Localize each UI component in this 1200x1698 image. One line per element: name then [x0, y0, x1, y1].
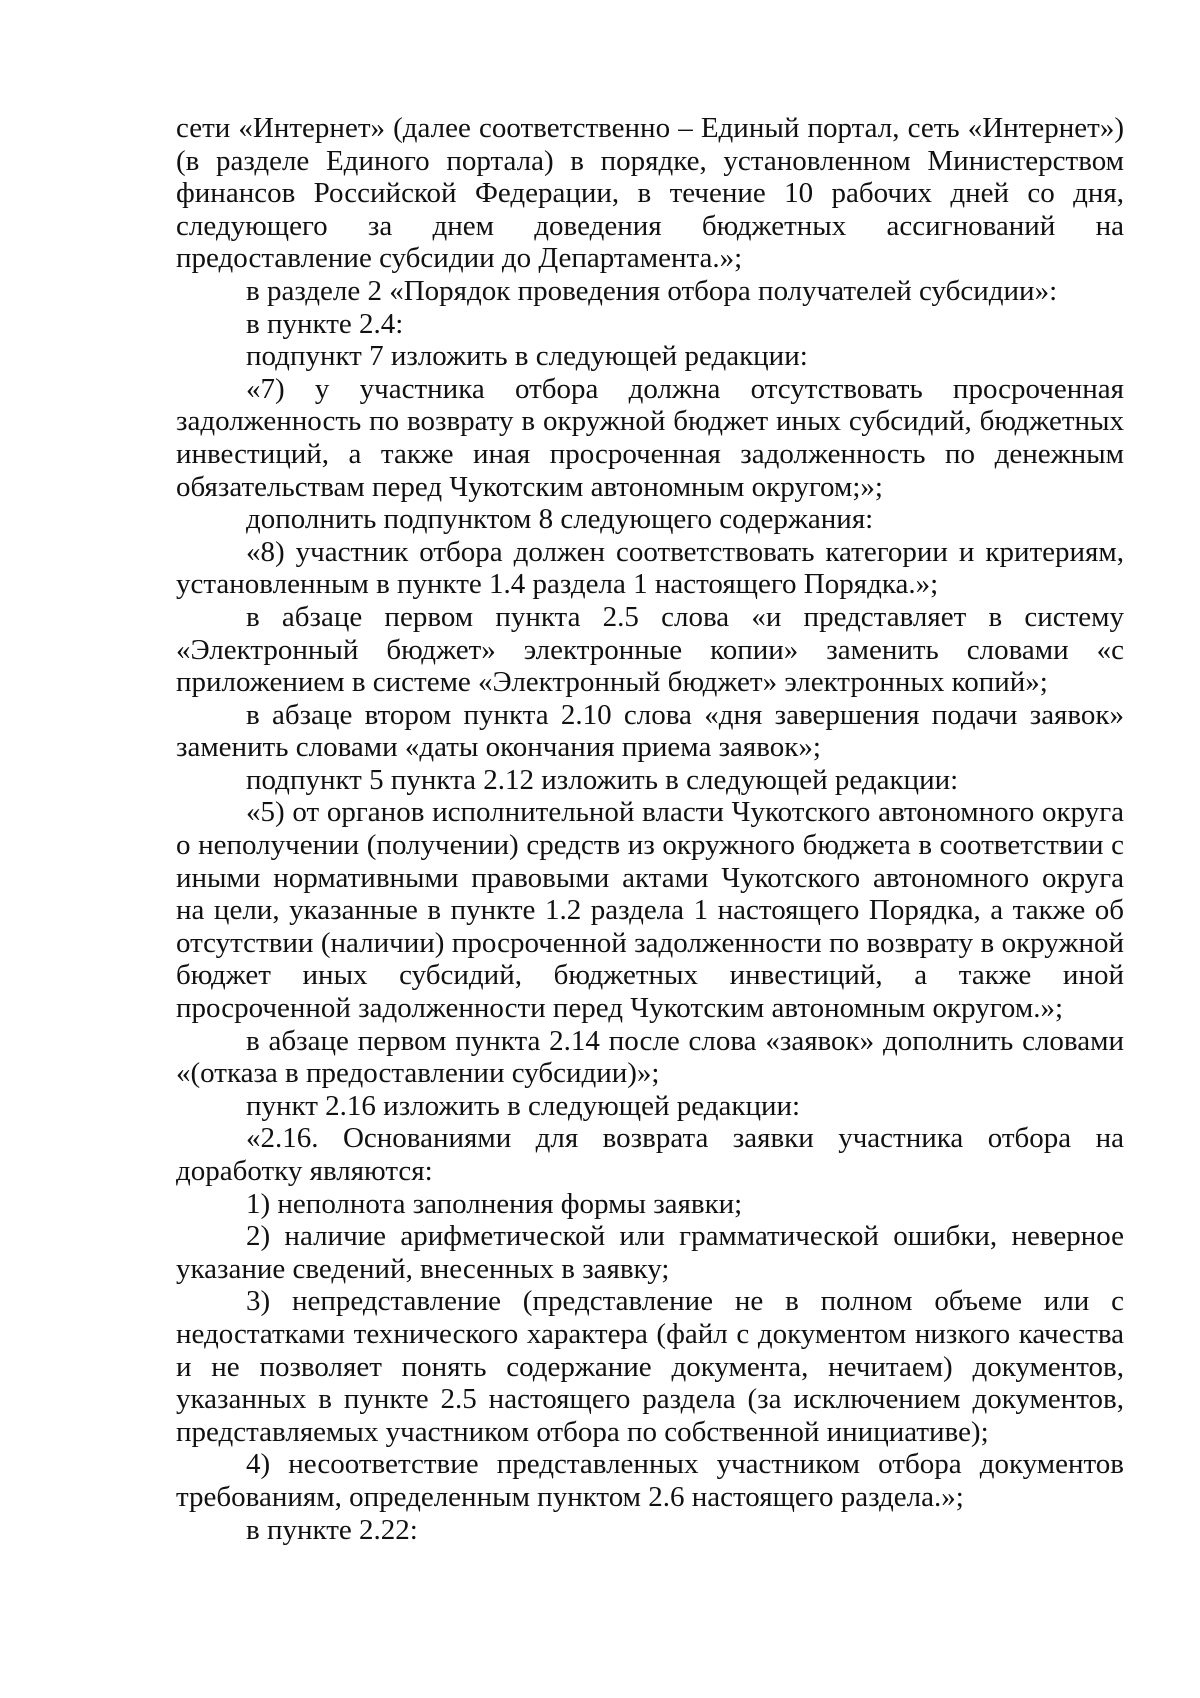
- list-item-2: 2) наличие арифметической или грамматической ошибки, неверное указание сведений, внесенных в заявку;: [176, 1220, 1124, 1285]
- paragraph-clause-2-10: в абзаце втором пункта 2.10 слова «дня завершения подачи заявок» заменить словами «даты окончания приема заявок»;: [176, 698, 1124, 764]
- paragraph-clause-2-22: в пункте 2.22:: [246, 1513, 418, 1546]
- list-item-1: 1) неполнота заполнения формы заявки;: [246, 1187, 743, 1220]
- paragraph-continuation: сети «Интернет» (далее соответственно – Единый портал, сеть «Интернет») (в разделе Единого портала) в порядке, установленном Министерством финансов Российской Федерации, в течение 10 рабочих дней со дня, следующего за днем доведения бюджетных ассигнований на предоставление субсидии до Департамента.»;: [176, 112, 1124, 275]
- list-item-3: 3) непредставление (представление не в полном объеме или с недостатками технического характера (файл с документом низкого качества и не позволяет понять содержание документа, нечитаем) документов, указанных в пункте 2.5 настоящего раздела (за исключением документов, представляемых участником отбора по собственной инициативе);: [176, 1285, 1124, 1448]
- paragraph-clause-2-14: в абзаце первом пункта 2.14 после слова «заявок» дополнить словами «(отказа в предоставлении субсидии)»;: [176, 1024, 1124, 1090]
- document-page: [176, 112, 1124, 1546]
- paragraph-clause-2-12-intro: подпункт 5 пункта 2.12 изложить в следующей редакции:: [246, 763, 959, 796]
- paragraph-subclause-7: «7) у участника отбора должна отсутствовать просроченная задолженность по возврату в окружной бюджет иных субсидий, бюджетных инвестиций, а также иная просроченная задолженность по денежным обязательствам перед Чукотским автономным округом;»;: [176, 372, 1124, 503]
- paragraph-section-2: в разделе 2 «Порядок проведения отбора получателей субсидии»:: [246, 274, 1058, 307]
- paragraph-clause-2-5: в абзаце первом пункта 2.5 слова «и представляет в систему «Электронный бюджет» электронные копии» заменить словами «с приложением в системе «Электронный бюджет» электронных копий»;: [176, 600, 1124, 699]
- paragraph-clause-2-12: «5) от органов исполнительной власти Чукотского автономного округа о неполучении (получении) средств из окружного бюджета в соответствии с иными нормативными правовыми актами Чукотского автономного округа на цели, указанные в пункте 1.2 раздела 1 настоящего Порядка, а также об отсутствии (наличии) просроченной задолженности по возврату в окружной бюджет иных субсидий, бюджетных инвестиций, а также иной просроченной задолженности перед Чукотским автономным округом.»;: [176, 796, 1124, 1025]
- paragraph-clause-2-4: в пункте 2.4:: [246, 307, 404, 340]
- paragraph-clause-2-16: «2.16. Основаниями для возврата заявки участника отбора на доработку являются:: [176, 1122, 1124, 1187]
- paragraph-clause-2-16-intro: пункт 2.16 изложить в следующей редакции:: [246, 1089, 801, 1122]
- paragraph-subclause-7-intro: подпункт 7 изложить в следующей редакции:: [246, 340, 808, 373]
- list-item-4: 4) несоответствие представленных участником отбора документов требованиям, определенным пунктом 2.6 настоящего раздела.»;: [176, 1448, 1124, 1513]
- paragraph-subclause-8: «8) участник отбора должен соответствовать категории и критериям, установленным в пункте 1.4 раздела 1 настоящего Порядка.»;: [176, 535, 1124, 601]
- paragraph-subclause-8-intro: дополнить подпунктом 8 следующего содержания:: [246, 503, 874, 536]
